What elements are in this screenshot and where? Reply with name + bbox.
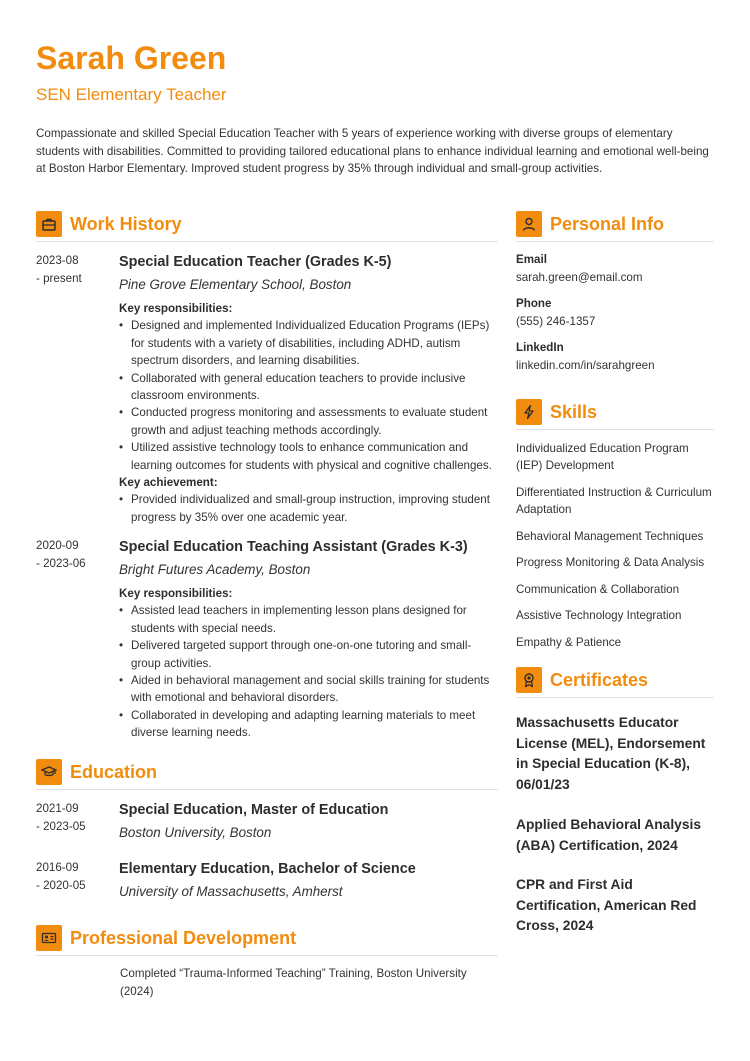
skill-item: Individualized Education Program (IEP) Development xyxy=(516,442,689,473)
education-entry xyxy=(36,859,498,901)
professional-development-heading xyxy=(36,925,498,956)
entry-organization: Bright Futures Academy, Boston xyxy=(119,562,311,577)
entry-title: Special Education, Master of Education xyxy=(119,802,389,818)
certificates-heading xyxy=(516,667,714,698)
section-title: Certificates xyxy=(550,669,649,690)
list-item: • Collaborated in developing and adapting learning materials to meet diverse learning needs. xyxy=(119,707,498,742)
skill-item: Empathy & Patience xyxy=(516,636,622,649)
skill-item: Communication & Collaboration xyxy=(516,583,680,596)
list-item: • Aided in behavioral management and social skills training for students with emotional and behavioral disorders. xyxy=(119,672,498,707)
skills-heading xyxy=(516,399,714,430)
certificate-item: Massachusetts Educator License (MEL), Endorsement in Special Education (K-8), 06/01/23 xyxy=(516,715,706,792)
work-history-heading xyxy=(36,211,498,242)
graduation-cap-icon xyxy=(36,759,62,785)
entry-date: 2020-09 - 2023-06 xyxy=(36,539,86,570)
section-title: Personal Info xyxy=(550,213,665,234)
work-entry xyxy=(36,537,498,742)
person-icon xyxy=(516,211,542,237)
work-entry xyxy=(36,252,498,526)
education-heading xyxy=(36,759,498,790)
section-title: Skills xyxy=(550,401,598,422)
linkedin-value[interactable]: linkedin.com/in/sarahgreen xyxy=(516,359,655,372)
email-label: Email xyxy=(516,253,547,266)
email-block xyxy=(516,251,716,286)
list-item: • Provided individualized and small-group instruction, improving student progress by 35% over one academic year. xyxy=(119,491,498,526)
entry-organization: Boston University, Boston xyxy=(119,825,272,840)
entry-date: 2016-09 - 2020-05 xyxy=(36,861,86,892)
phone-value[interactable]: (555) 246-1357 xyxy=(516,315,596,328)
entry-title: Elementary Education, Bachelor of Science xyxy=(119,861,416,877)
entry-date: 2021-09 - 2023-05 xyxy=(36,802,86,833)
list-item: • Designed and implemented Individualized Education Programs (IEPs) for students with a variety of disabilities, including ADHD, autism spectrum disorders, and learning disabilities. xyxy=(119,317,498,369)
personal-info-heading xyxy=(516,211,714,242)
entry-organization: Pine Grove Elementary School, Boston xyxy=(119,277,352,292)
certificate-item: CPR and First Aid Certification, American Red Cross, 2024 xyxy=(516,877,697,933)
responsibilities-label: Key responsibilities: xyxy=(119,587,233,600)
list-item: • Delivered targeted support through one-on-one tutoring and small-group activities. xyxy=(119,637,498,672)
entry-organization: University of Massachusetts, Amherst xyxy=(119,884,343,899)
email-value[interactable]: sarah.green@email.com xyxy=(516,271,643,284)
list-item: • Utilized assistive technology tools to enhance communication and learning outcomes for students with physical and cognitive challenges. xyxy=(119,439,498,474)
certificate-item: Applied Behavioral Analysis (ABA) Certification, 2024 xyxy=(516,817,702,853)
section-title: Education xyxy=(70,761,158,782)
section-title: Professional Development xyxy=(70,927,297,948)
lightning-icon xyxy=(516,399,542,425)
achievement-label: Key achievement: xyxy=(119,476,218,490)
responsibilities-list xyxy=(119,317,498,474)
summary: Compassionate and skilled Special Education Teacher with 5 years of experience working with diverse groups of elementary students with disabilities. Committed to providing tailored educational plans to enhance individual learning and emotional well-being at Boston Harbor Elementary. Improved student progress by 35% through individual and small-group activities. xyxy=(36,127,709,176)
entry-title: Special Education Teaching Assistant (Grades K-3) xyxy=(119,539,468,555)
award-icon xyxy=(516,667,542,693)
entry-title: Special Education Teacher (Grades K-5) xyxy=(119,254,392,270)
linkedin-block xyxy=(516,339,716,374)
responsibilities-list xyxy=(119,602,498,741)
id-card-icon xyxy=(36,925,62,951)
candidate-name: Sarah Green xyxy=(36,40,227,76)
entry-date: 2023-08 - present xyxy=(36,254,82,285)
responsibilities-label: Key responsibilities: xyxy=(119,302,233,315)
list-item: • Collaborated with general education teachers to provide inclusive classroom environments. xyxy=(119,370,498,405)
skill-item: Behavioral Management Techniques xyxy=(516,530,704,543)
phone-label: Phone xyxy=(516,297,552,310)
list-item: • Conducted progress monitoring and assessments to evaluate student growth and adjust teaching methods accordingly. xyxy=(119,404,498,439)
linkedin-label: LinkedIn xyxy=(516,341,564,354)
briefcase-icon xyxy=(36,211,62,237)
list-item: • Assisted lead teachers in implementing lesson plans designed for students with special needs. xyxy=(119,602,498,637)
skill-item: Progress Monitoring & Data Analysis xyxy=(516,556,705,569)
phone-block xyxy=(516,295,716,330)
section-title: Work History xyxy=(70,213,182,234)
achievements-list xyxy=(119,491,498,526)
education-entry xyxy=(36,800,498,842)
job-title: SEN Elementary Teacher xyxy=(36,85,227,104)
skill-item: Assistive Technology Integration xyxy=(516,609,682,622)
skill-item: Differentiated Instruction & Curriculum Adaptation xyxy=(516,486,712,517)
professional-development-text: Completed “Trauma-Informed Teaching” Training, Boston University (2024) xyxy=(120,967,467,998)
